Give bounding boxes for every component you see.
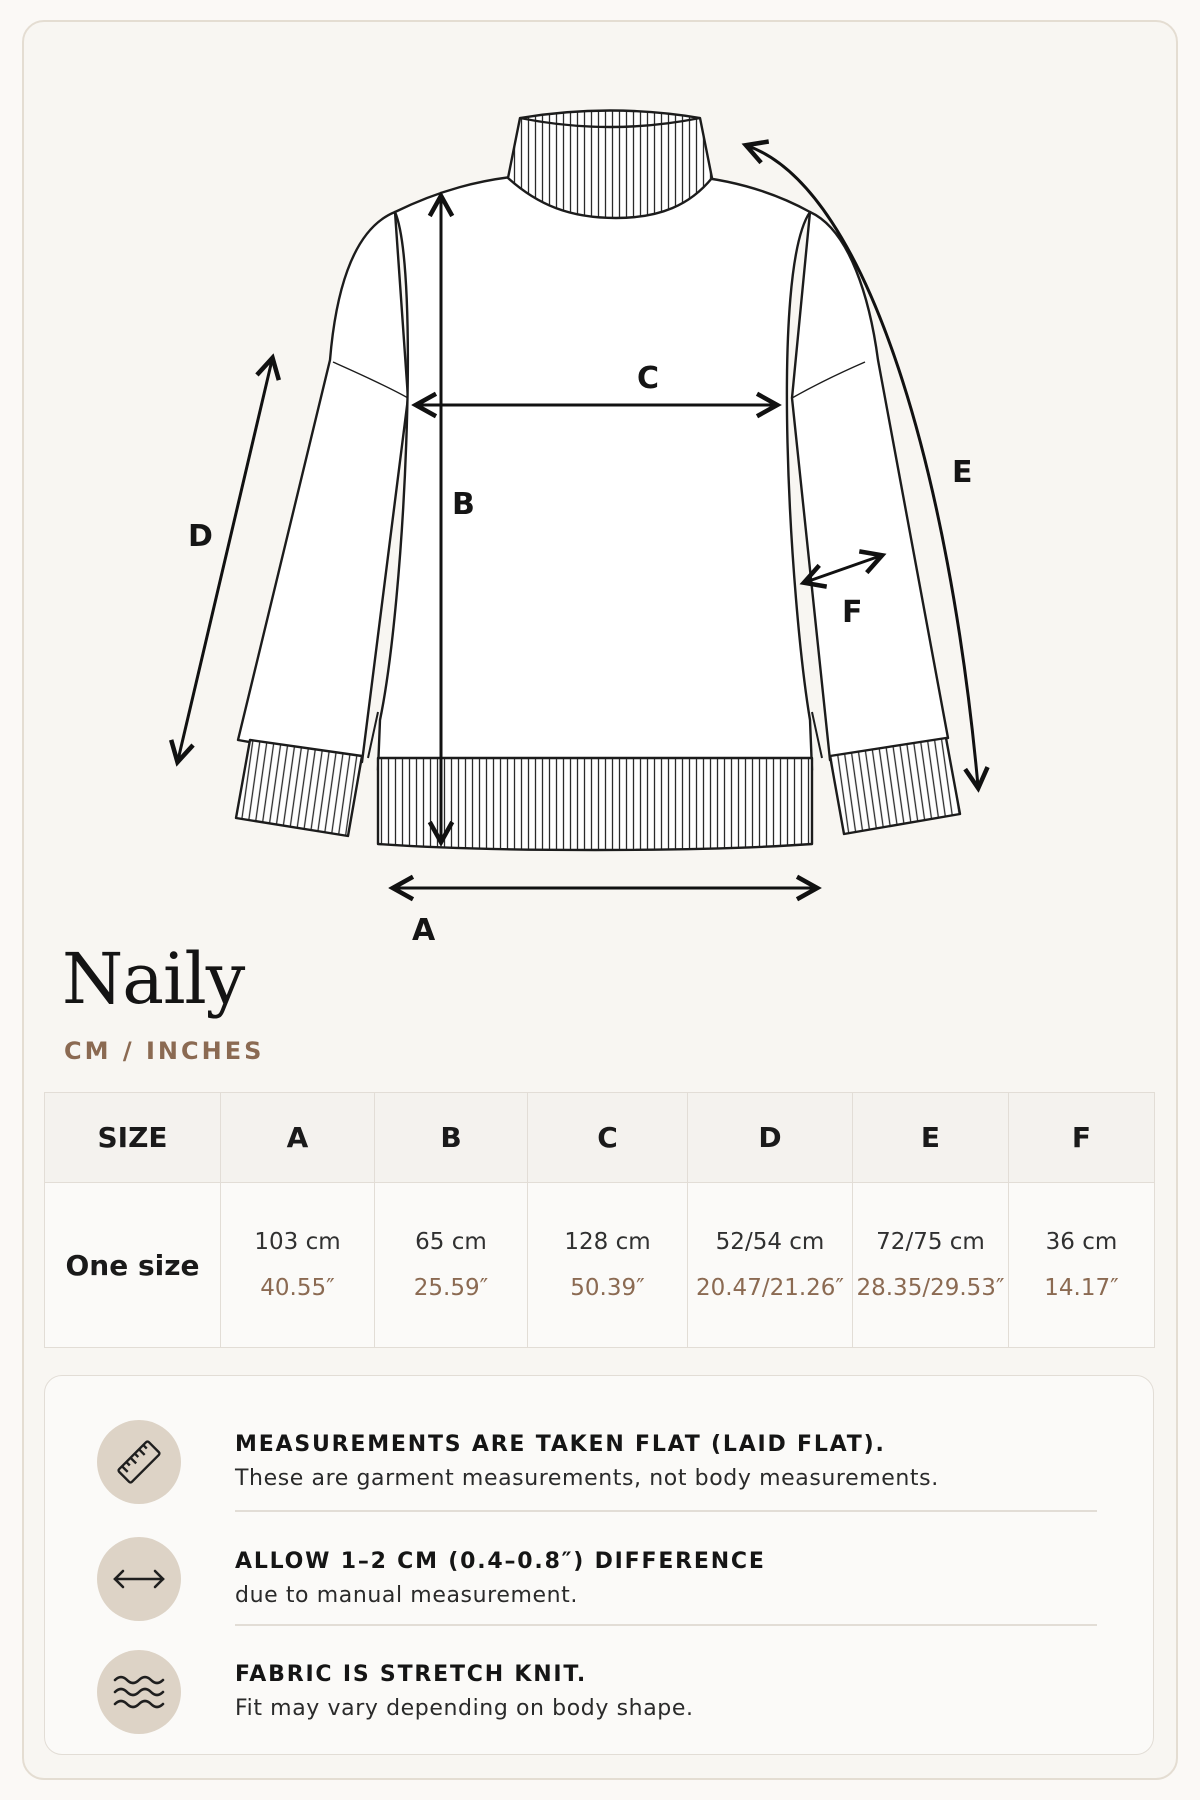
header-a: A xyxy=(221,1093,375,1183)
product-title: Naily xyxy=(62,938,245,1020)
value-f-cell xyxy=(1009,1183,1155,1348)
stretch-waves-icon xyxy=(97,1650,181,1734)
header-e: E xyxy=(853,1093,1009,1183)
note-measured-flat xyxy=(45,1406,1155,1518)
value-d-cm: 52/54 cm xyxy=(715,1229,825,1255)
double-arrow-icon xyxy=(97,1537,181,1621)
value-e-cm: 72/75 cm xyxy=(876,1229,985,1255)
note-title: ALLOW 1–2 CM (0.4–0.8″) DIFFERENCE xyxy=(235,1549,766,1574)
note-stretch-knit xyxy=(45,1636,1155,1748)
header-f: F xyxy=(1009,1093,1155,1183)
value-e-cell xyxy=(853,1183,1009,1348)
value-c-cm: 128 cm xyxy=(564,1229,651,1255)
header-size: SIZE xyxy=(45,1093,221,1183)
label-e: E xyxy=(952,455,973,490)
divider xyxy=(235,1510,1097,1512)
sweater-outline xyxy=(236,111,960,851)
size-cell: One size xyxy=(45,1183,221,1348)
header-b: B xyxy=(375,1093,528,1183)
label-c: C xyxy=(637,361,660,396)
ruler-icon xyxy=(97,1420,181,1504)
value-e-inch: 28.35/29.53″ xyxy=(856,1275,1005,1301)
value-c-cell xyxy=(528,1183,688,1348)
value-f-inch: 14.17″ xyxy=(1044,1275,1119,1301)
label-b: B xyxy=(452,487,475,522)
value-a-cell xyxy=(221,1183,375,1348)
note-title: FABRIC IS STRETCH KNIT. xyxy=(235,1662,588,1687)
value-f-cm: 36 cm xyxy=(1045,1229,1118,1255)
note-tolerance xyxy=(45,1523,1155,1635)
value-b-cm: 65 cm xyxy=(415,1229,487,1255)
value-a-inch: 40.55″ xyxy=(260,1275,335,1301)
size-table xyxy=(44,1092,1155,1348)
value-c-inch: 50.39″ xyxy=(570,1275,645,1301)
value-b-inch: 25.59″ xyxy=(413,1275,489,1301)
label-a: A xyxy=(412,913,436,948)
note-title: MEASUREMENTS ARE TAKEN FLAT (LAID FLAT). xyxy=(235,1432,886,1457)
note-text: Fit may vary depending on body shape. xyxy=(235,1696,694,1721)
value-d-cell xyxy=(688,1183,853,1348)
label-d: D xyxy=(188,519,213,554)
note-text: These are garment measurements, not body measurements. xyxy=(235,1466,939,1491)
divider xyxy=(235,1624,1097,1626)
value-b-cell xyxy=(375,1183,528,1348)
units-label: CM / INCHES xyxy=(64,1037,265,1065)
value-d-inch: 20.47/21.26″ xyxy=(695,1275,845,1301)
header-d: D xyxy=(688,1093,853,1183)
header-c: C xyxy=(528,1093,688,1183)
note-text: due to manual measurement. xyxy=(235,1583,578,1608)
table-row xyxy=(45,1183,1155,1348)
value-a-cm: 103 cm xyxy=(254,1229,341,1255)
label-f: F xyxy=(842,595,863,630)
measurement-notes xyxy=(44,1375,1154,1755)
table-header-row xyxy=(45,1093,1155,1183)
